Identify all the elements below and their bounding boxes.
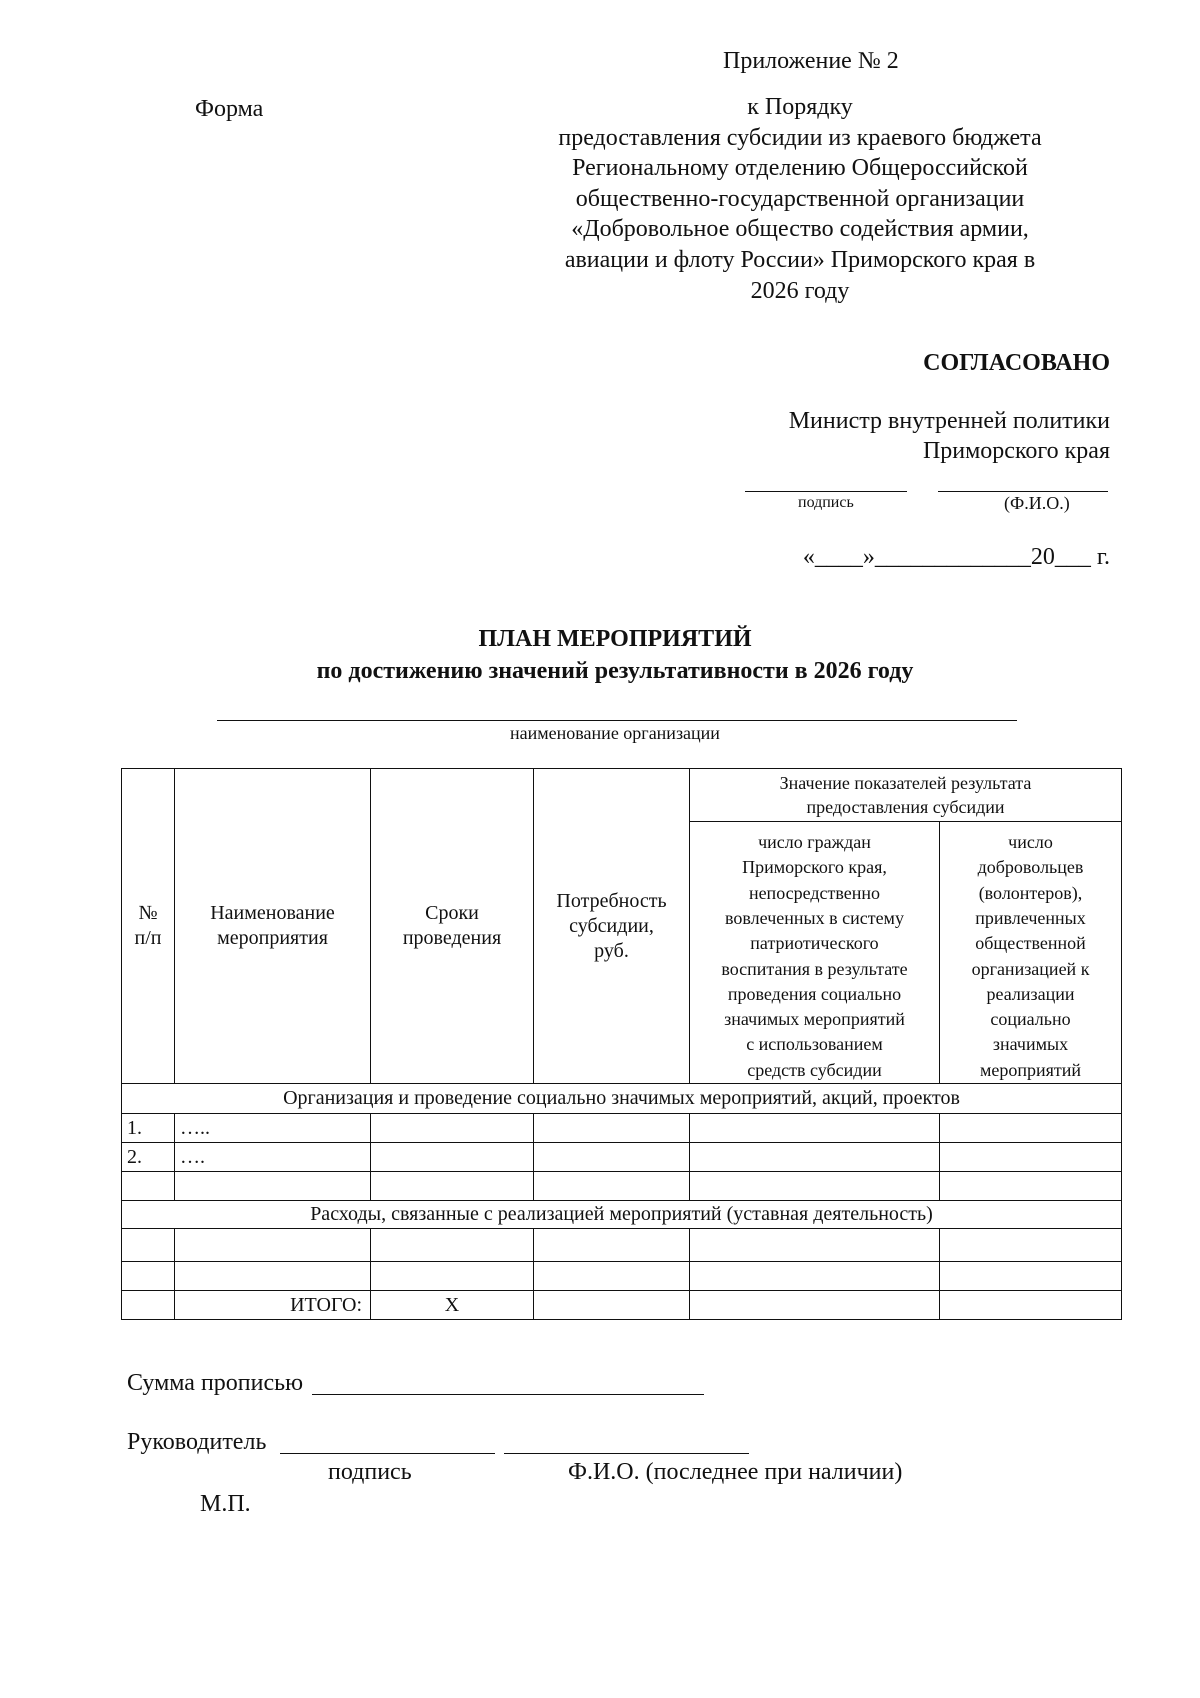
row-citizens bbox=[690, 1114, 940, 1143]
approval-date-line: «____»_____________20___ г. bbox=[802, 544, 1110, 570]
activities-table bbox=[121, 768, 1122, 1320]
row-activity: …. bbox=[175, 1143, 371, 1172]
table-row bbox=[122, 1229, 1122, 1262]
appendix-title: Приложение № 2 bbox=[723, 48, 899, 74]
row-num: 1. bbox=[122, 1114, 175, 1143]
table-row bbox=[122, 1262, 1122, 1291]
head-label: Руководитель bbox=[127, 1429, 267, 1455]
table-row bbox=[122, 1172, 1122, 1201]
organization-caption: наименование организации bbox=[510, 723, 720, 743]
appendix-reference bbox=[470, 92, 1130, 306]
head-signature-caption: подпись bbox=[328, 1459, 412, 1485]
total-label: ИТОГО: bbox=[175, 1291, 371, 1320]
row-need bbox=[534, 1172, 690, 1201]
head-fio-caption: Ф.И.О. (последнее при наличии) bbox=[568, 1459, 903, 1485]
total-need bbox=[534, 1291, 690, 1320]
appendix-line: предоставления субсидии из краевого бюджета bbox=[558, 124, 1042, 151]
organization-name-line bbox=[217, 720, 1017, 721]
row-volunteers bbox=[940, 1114, 1122, 1143]
row-num bbox=[122, 1172, 175, 1201]
header-citizens-count: число граждан Приморского края, непосредственно вовлеченных в систему патриотического воспитания в результате проведения социально значимых мероприятий с использованием средств субсидии bbox=[690, 822, 940, 1084]
sum-in-words-label: Сумма прописью bbox=[127, 1370, 304, 1396]
approval-fio-line bbox=[938, 491, 1108, 492]
approval-signature-line bbox=[745, 491, 907, 492]
header-activity-name: Наименование мероприятия bbox=[175, 769, 371, 1084]
head-fio-line bbox=[504, 1453, 749, 1454]
row-activity bbox=[175, 1172, 371, 1201]
total-dates: Х bbox=[371, 1291, 534, 1320]
head-signature-line bbox=[280, 1453, 495, 1454]
row-citizens bbox=[690, 1143, 940, 1172]
approval-title: СОГЛАСОВАНО bbox=[923, 350, 1110, 376]
form-label: Форма bbox=[195, 96, 264, 122]
header-indicators: Значение показателей результата предоставления субсидии bbox=[690, 769, 1122, 822]
total-row bbox=[122, 1291, 1122, 1320]
row-need bbox=[534, 1114, 690, 1143]
row-dates bbox=[371, 1143, 534, 1172]
row-citizens bbox=[690, 1172, 940, 1201]
row-volunteers bbox=[940, 1172, 1122, 1201]
header-subsidy-need: Потребность субсидии, руб. bbox=[534, 769, 690, 1084]
section-heading-events: Организация и проведение социально значимых мероприятий, акций, проектов bbox=[122, 1084, 1122, 1114]
document-subtitle: по достижению значений результативности в 2026 году bbox=[316, 658, 914, 684]
appendix-line: «Добровольное общество содействия армии, bbox=[571, 216, 1029, 243]
row-num: 2. bbox=[122, 1143, 175, 1172]
stamp-label: М.П. bbox=[200, 1491, 251, 1517]
table-row bbox=[122, 1114, 1122, 1143]
sum-in-words-line bbox=[312, 1394, 704, 1395]
approval-position-line1: Министр внутренней политики bbox=[788, 408, 1110, 434]
row-dates bbox=[371, 1114, 534, 1143]
row-dates bbox=[371, 1172, 534, 1201]
approval-position-line2: Приморского края bbox=[922, 438, 1110, 464]
header-num: № п/п bbox=[122, 769, 175, 1084]
approval-signature-caption: подпись bbox=[798, 494, 854, 511]
total-volunteers bbox=[940, 1291, 1122, 1320]
header-volunteers-count: число добровольцев (волонтеров), привлеченных общественной организацией к реализации социально значимых мероприятий bbox=[940, 822, 1122, 1084]
appendix-line: к Порядку bbox=[747, 94, 853, 120]
document-title: ПЛАН МЕРОПРИЯТИЙ bbox=[478, 626, 752, 652]
appendix-line: 2026 году bbox=[750, 277, 850, 304]
total-citizens bbox=[690, 1291, 940, 1320]
section-heading-expenses: Расходы, связанные с реализацией мероприятий (уставная деятельность) bbox=[122, 1201, 1122, 1229]
row-need bbox=[534, 1143, 690, 1172]
approval-fio-caption: (Ф.И.О.) bbox=[1004, 493, 1070, 513]
row-activity: ….. bbox=[175, 1114, 371, 1143]
table-row bbox=[122, 1143, 1122, 1172]
appendix-line: Региональному отделению Общероссийской bbox=[572, 155, 1028, 182]
row-volunteers bbox=[940, 1143, 1122, 1172]
appendix-line: авиации и флоту России» Приморского края в bbox=[564, 246, 1036, 273]
appendix-line: общественно-государственной организации bbox=[575, 185, 1025, 212]
header-dates: Сроки проведения bbox=[371, 769, 534, 1084]
